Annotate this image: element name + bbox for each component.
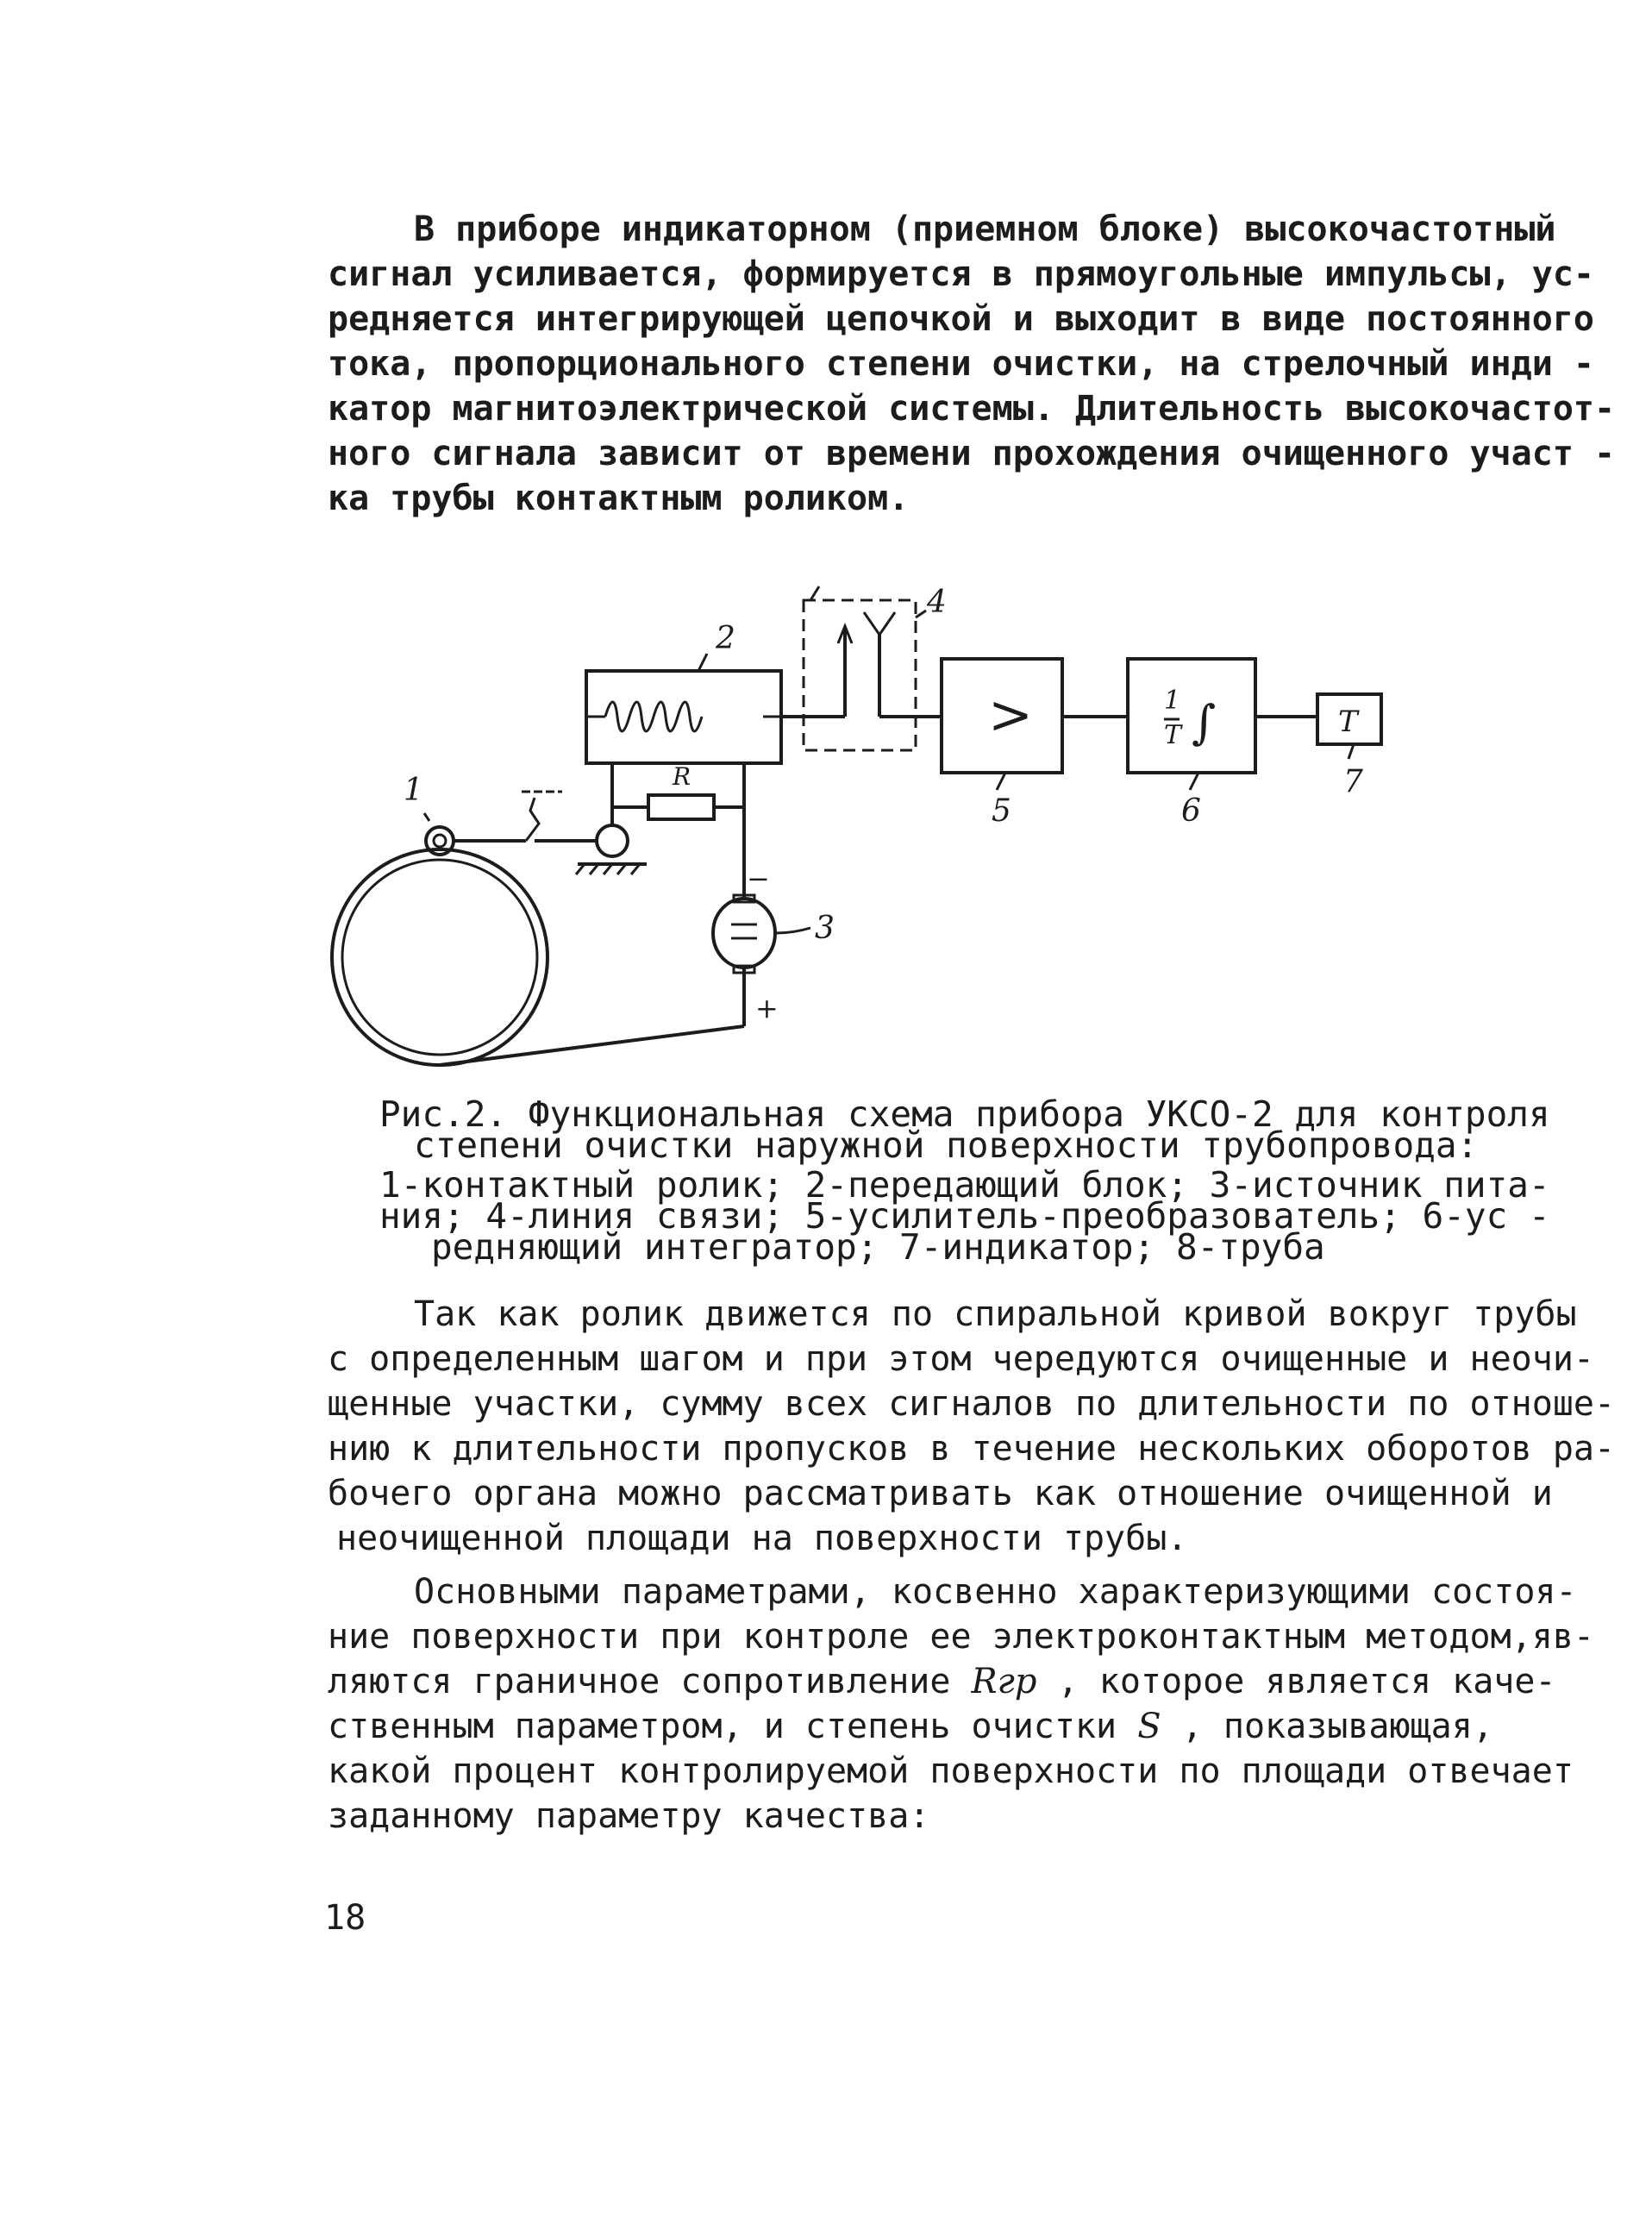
indicator-symbol: T — [1338, 705, 1358, 739]
text-line: редняется интегрирующей цепочкой и выходит в виде постоянного — [328, 299, 1595, 339]
text-segment: ляются граничное сопротивление — [328, 1662, 972, 1701]
text-line: сигнал усиливается, формируется в прямоугольные импульсы, ус- — [328, 254, 1595, 294]
page-number: 18 — [324, 1898, 366, 1938]
text-line: В приборе индикаторном (приемном блоке) высокочастотный — [414, 210, 1556, 249]
label-minus: − — [747, 862, 770, 895]
text-line: Так как ролик движется по спиральной кривой вокруг трубы — [414, 1294, 1577, 1334]
text-line: Основными параметрами, косвенно характеризующими состоя- — [414, 1572, 1577, 1612]
text-segment: ственным параметром, и степень очистки — [328, 1707, 1138, 1746]
integrator-denominator: T — [1164, 720, 1182, 750]
legend-line: редняющий интегратор; 7-индикатор; 8-труба — [431, 1226, 1325, 1268]
resistor — [648, 795, 714, 819]
caption-line: Рис.2. Функциональная схема прибора УКСО-2 для контроля — [379, 1093, 1550, 1135]
schematic-diagram — [328, 552, 1449, 1104]
text-line: катор магнитоэлектрической системы. Длительность высокочастот- — [328, 389, 1616, 429]
power-source — [713, 899, 775, 968]
text-line: нию к длительности пропусков в течение нескольких оборотов ра- — [328, 1429, 1616, 1469]
text-line: заданному параметру качества: — [328, 1796, 930, 1836]
label-integrator: 6 — [1181, 793, 1201, 829]
text-line — [328, 1661, 1556, 1702]
amplifier-symbol: > — [988, 683, 1033, 746]
legend-line: 1-контактный ролик; 2-передающий блок; 3-источник пита- — [379, 1164, 1550, 1206]
transmitter-block — [586, 671, 781, 763]
text-line — [328, 1706, 1493, 1747]
integral-sign-icon: ∫ — [1192, 695, 1217, 749]
integrator-numerator: 1 — [1164, 686, 1181, 716]
text-line: щенные участки, сумму всех сигналов по длительности по отноше- — [328, 1384, 1616, 1424]
text-line: ного сигнала зависит от времени прохождения очищенного участ - — [328, 434, 1616, 473]
text-line: тока, пропорционального степени очистки, на стрелочный инди - — [328, 344, 1595, 384]
pipe-inner — [342, 860, 537, 1055]
text-segment: , показывающая, — [1161, 1707, 1493, 1746]
label-roller: 1 — [404, 773, 423, 808]
pipe-outer — [332, 849, 548, 1065]
label-resistor: R — [673, 762, 691, 791]
text-line: какой процент контролируемой поверхности по площади отвечает — [328, 1751, 1574, 1791]
text-line: ние поверхности при контроле ее электроконтактным методом,яв- — [328, 1617, 1595, 1657]
text-line: неочищенной площади на поверхности трубы. — [336, 1519, 1188, 1558]
label-transmitter: 2 — [716, 621, 735, 656]
label-link: 4 — [927, 585, 947, 620]
variable-r-gr: Rгр — [971, 1662, 1037, 1701]
ground-node — [597, 825, 628, 856]
variable-s: S — [1137, 1707, 1161, 1746]
text-segment: , которое является каче- — [1036, 1662, 1556, 1701]
text-line: бочего органа можно рассматривать как отношение очищенной и — [328, 1474, 1553, 1513]
label-amplifier: 5 — [992, 793, 1011, 829]
legend-line: ния; 4-линия связи; 5-усилитель-преобразователь; 6-ус - — [379, 1195, 1550, 1237]
link-box — [804, 600, 916, 750]
text-line: ка трубы контактным роликом. — [328, 479, 910, 518]
label-source: 3 — [815, 911, 835, 946]
label-plus: + — [755, 992, 779, 1024]
label-indicator: 7 — [1343, 764, 1363, 799]
text-line: с определенным шагом и при этом чередуются очищенные и неочи- — [328, 1339, 1595, 1379]
caption-line: степени очистки наружной поверхности трубопровода: — [414, 1125, 1479, 1166]
